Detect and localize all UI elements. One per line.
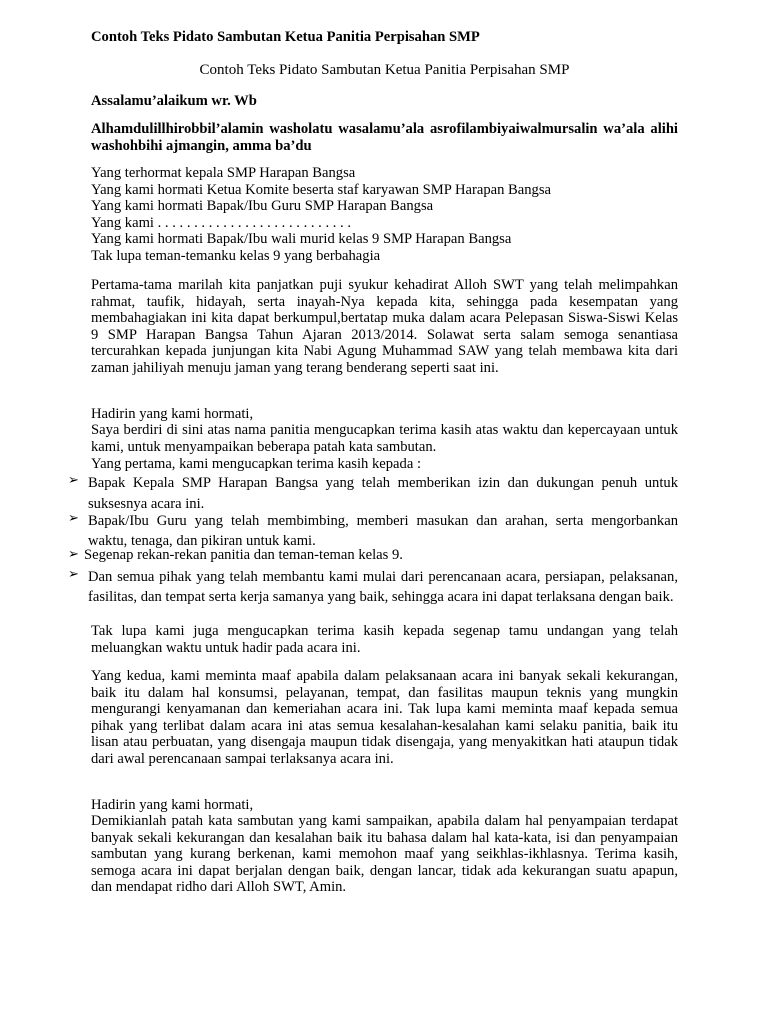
greeting-line: Yang kami hormati Bapak/Ibu Guru SMP Harapan Bangsa — [91, 198, 434, 215]
arrow-bullet-icon: ➢ — [68, 473, 79, 488]
paragraph-closing: Demikianlah patah kata sambutan yang kami sampaikan, apabila dalam hal penyampaian terdapat banyak sekali kekurangan dan kesalahan baik itu bahasa dalam hal kata-kata, isi dan penyampaian sambutan yang kurang berkenan, kami memohon maaf yang seikhlas-ikhlasnya. Terima kasih, semoga acara ini dapat berjalan dengan baik, dengan lancar, tidak ada kekurangan suatu apapun, dan mendapat ridho dari Alloh SWT, Amin. — [91, 813, 678, 896]
bullet-text: Segenap rekan-rekan panitia dan teman-teman kelas 9. — [84, 547, 403, 563]
opening-arabic: Alhamdulillhirobbil’alamin washolatu wasalamu’ala asrofilambiyaiwalmursalin wa’ala alihi washohbihi ajmangin, amma ba’du — [91, 121, 678, 154]
hadirin-greeting-closing: Hadirin yang kami hormati, — [91, 797, 254, 813]
paragraph-thanks-intro: Saya berdiri di sini atas nama panitia mengucapkan terima kasih atas waktu dan kepercayaan untuk kami, untuk menyampaikan beberapa patah kata sambutan. — [91, 422, 678, 455]
greeting-line: Yang terhormat kepala SMP Harapan Bangsa — [91, 165, 356, 181]
paragraph-apology: Yang kedua, kami meminta maaf apabila dalam pelaksanaan acara ini banyak sekali kekurangan, baik itu dalam hal konsumsi, pelayanan, tempat, dan fasilitas maupun teknis yang mungkin mengurangi kenyamanan dan kemeriahan acara ini. Tak lupa kami meminta maaf kepada semua pihak yang terlibat dalam acara ini atas semua kesalahan-kesalahan kami selaku panitia, baik itu lisan atau perbuatan, yang disengaja maupun tidak disengaja, yang menyakitkan hati ataupun tidak dari awal perencanaan sampai terlaksanya acara ini. — [91, 668, 678, 767]
thanks-intro-line: Yang pertama, kami mengucapkan terima kasih kepada : — [91, 456, 422, 472]
greeting-line: Yang kami hormati Ketua Komite beserta staf karyawan SMP Harapan Bangsa — [91, 181, 551, 198]
greeting-line: Tak lupa teman-temanku kelas 9 yang berbahagia — [91, 247, 381, 264]
paragraph-opening: Pertama-tama marilah kita panjatkan puji syukur kehadirat Alloh SWT yang telah melimpahkan rahmat, taufik, hidayah, serta inayah-Nya kepada kita, sehingga pada kesempatan yang membahagiakan ini kita dapat berkumpul,bertatap muka dalam acara Pelepasan Siswa-Siswi Kelas 9 SMP Harapan Bangsa Tahun Ajaran 2013/2014. Solawat serta salam semoga senantiasa tercurahkan kepada junjungan kita Nabi Agung Muhammad SAW yang telah membawa kita dari zaman jahiliyah menuju jaman yang terang benderang seperti saat ini. — [91, 277, 678, 376]
document-subtitle: Contoh Teks Pidato Sambutan Ketua Panitia Perpisahan SMP — [199, 62, 570, 78]
arrow-bullet-icon: ➢ — [68, 567, 79, 582]
greeting-line: Yang kami hormati Bapak/Ibu wali murid kelas 9 SMP Harapan Bangsa — [91, 231, 512, 248]
bullet-text: Dan semua pihak yang telah membantu kami mulai dari perencanaan acara, persiapan, pelaksanan, fasilitas, dan tempat serta kerja samanya yang baik, sehingga acara ini dapat terlaksana dengan baik. — [88, 569, 678, 605]
paragraph-guests-thanks: Tak lupa kami juga mengucapkan terima kasih kepada segenap tamu undangan yang telah meluangkan waktu untuk hadir pada acara ini. — [91, 623, 678, 656]
salam: Assalamu’alaikum wr. Wb — [91, 93, 257, 109]
arrow-bullet-icon: ➢ — [68, 511, 79, 526]
bullet-text: Bapak/Ibu Guru yang telah membimbing, memberi masukan dan arahan, serta mengorbankan waktu, tenaga, dan pikiran untuk kami. — [88, 513, 678, 549]
hadirin-greeting: Hadirin yang kami hormati, — [91, 406, 254, 422]
bullet-text: Bapak Kepala SMP Harapan Bangsa yang telah memberikan izin dan dukungan penuh untuk suksesnya acara ini. — [88, 475, 678, 512]
document-header-title: Contoh Teks Pidato Sambutan Ketua Panitia Perpisahan SMP — [91, 29, 480, 45]
greeting-line: Yang kami . . . . . . . . . . . . . . . . . . . . . . . . . . . — [91, 214, 351, 231]
arrow-bullet-icon: ➢ — [68, 547, 79, 562]
greetings-list — [91, 165, 678, 265]
